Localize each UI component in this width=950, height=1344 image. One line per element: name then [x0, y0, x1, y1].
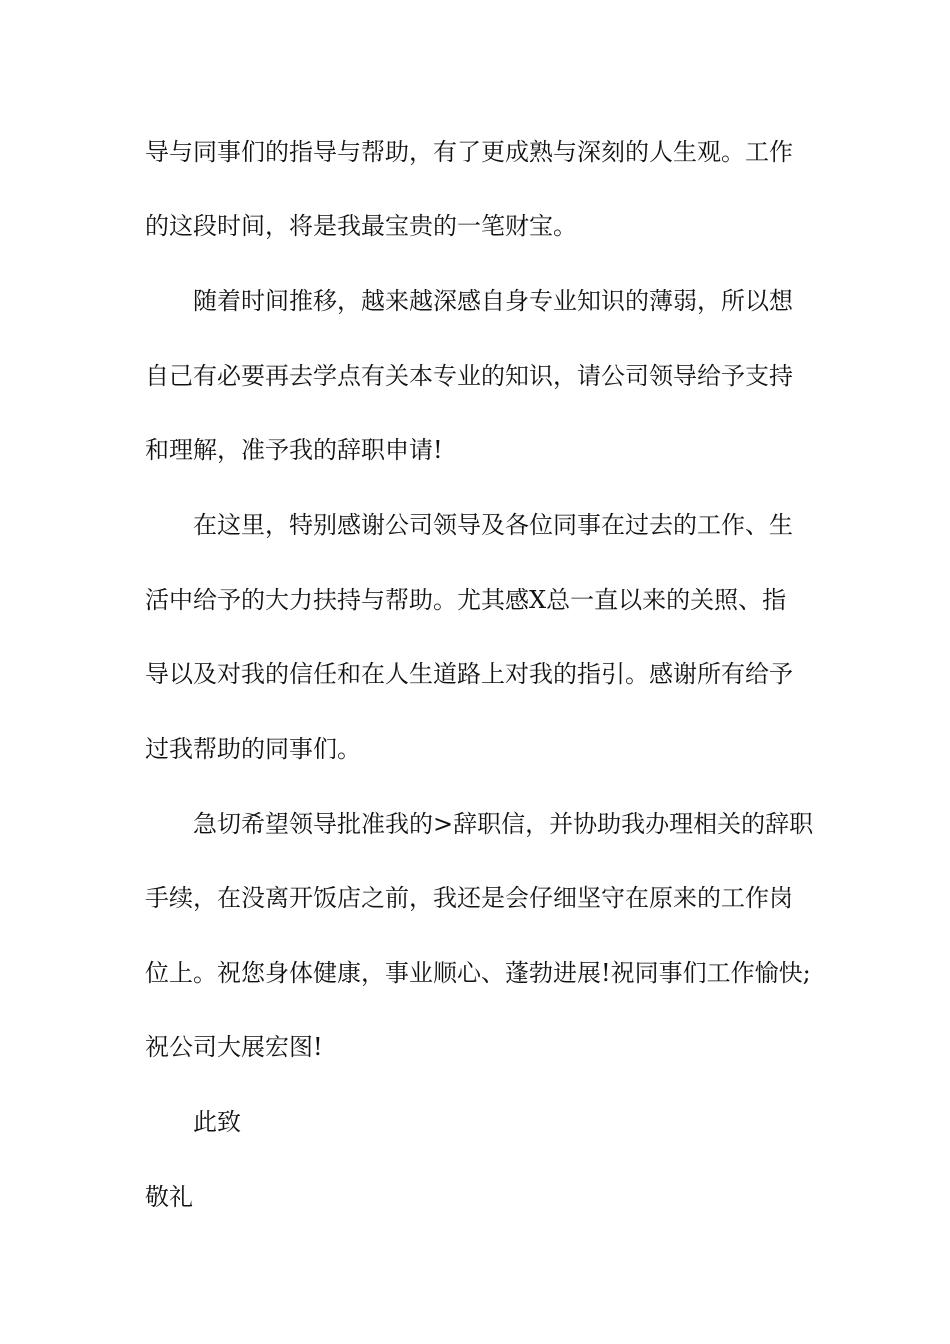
paragraph-line: 和理解，准予我的辞职申请! [145, 436, 443, 464]
paragraph-line: 导与同事们的指导与帮助，有了更成熟与深刻的人生观。工作 [145, 138, 793, 166]
paragraph-line: 位上。祝您身体健康，事业顺心、蓬勃进展!祝同事们工作愉快; [145, 959, 811, 987]
paragraph-line: 活中给予的大力扶持与帮助。尤其感X总一直以来的关照、指 [145, 586, 787, 614]
paragraph-line: 手续，在没离开饭店之前，我还是会仔细坚守在原来的工作岗 [145, 884, 793, 912]
paragraph-line: 祝公司大展宏图! [145, 1033, 323, 1061]
paragraph-line: 急切希望领导批准我的>辞职信，并协助我办理相关的辞职 [193, 810, 814, 838]
paragraph-line: 过我帮助的同事们。 [145, 735, 361, 763]
paragraph-line: 在这里，特别感谢公司领导及各位同事在过去的工作、生 [193, 511, 793, 539]
paragraph-line: 随着时间推移，越来越深感自身专业知识的薄弱，所以想 [193, 287, 793, 315]
closing-regards: 敬礼 [145, 1183, 193, 1211]
closing-salutation: 此致 [193, 1108, 241, 1136]
paragraph-line: 的这段时间，将是我最宝贵的一笔财宝。 [145, 212, 577, 240]
paragraph-line: 自己有必要再去学点有关本专业的知识，请公司领导给予支持 [145, 362, 793, 390]
paragraph-line: 导以及对我的信任和在人生道路上对我的指引。感谢所有给予 [145, 660, 793, 688]
